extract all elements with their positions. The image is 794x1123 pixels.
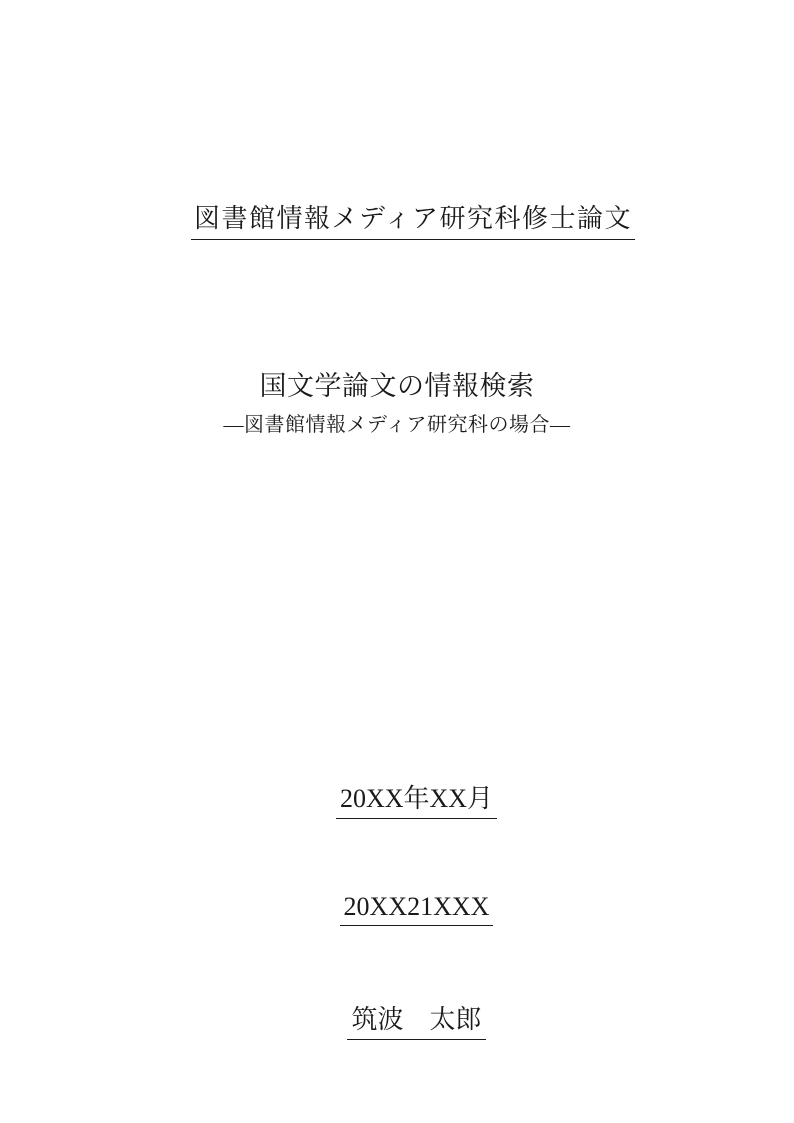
author-name-line (0, 969, 794, 1070)
thesis-type-heading (0, 168, 794, 270)
thesis-subtitle: ―図書館情報メディア研究科の場合― (223, 414, 571, 436)
student-id-text: 20XX21XXX (340, 892, 494, 926)
author-info-block (0, 748, 794, 1083)
date-text: 20XX年XX月 (336, 778, 497, 819)
date-line (0, 748, 794, 849)
thesis-main-title: 国文学論文の情報検索 (259, 371, 535, 401)
author-name-text: 筑波 太郎 (347, 999, 485, 1040)
thesis-type-heading-text: 図書館情報メディア研究科修士論文 (191, 198, 635, 240)
student-id-line (0, 862, 794, 956)
